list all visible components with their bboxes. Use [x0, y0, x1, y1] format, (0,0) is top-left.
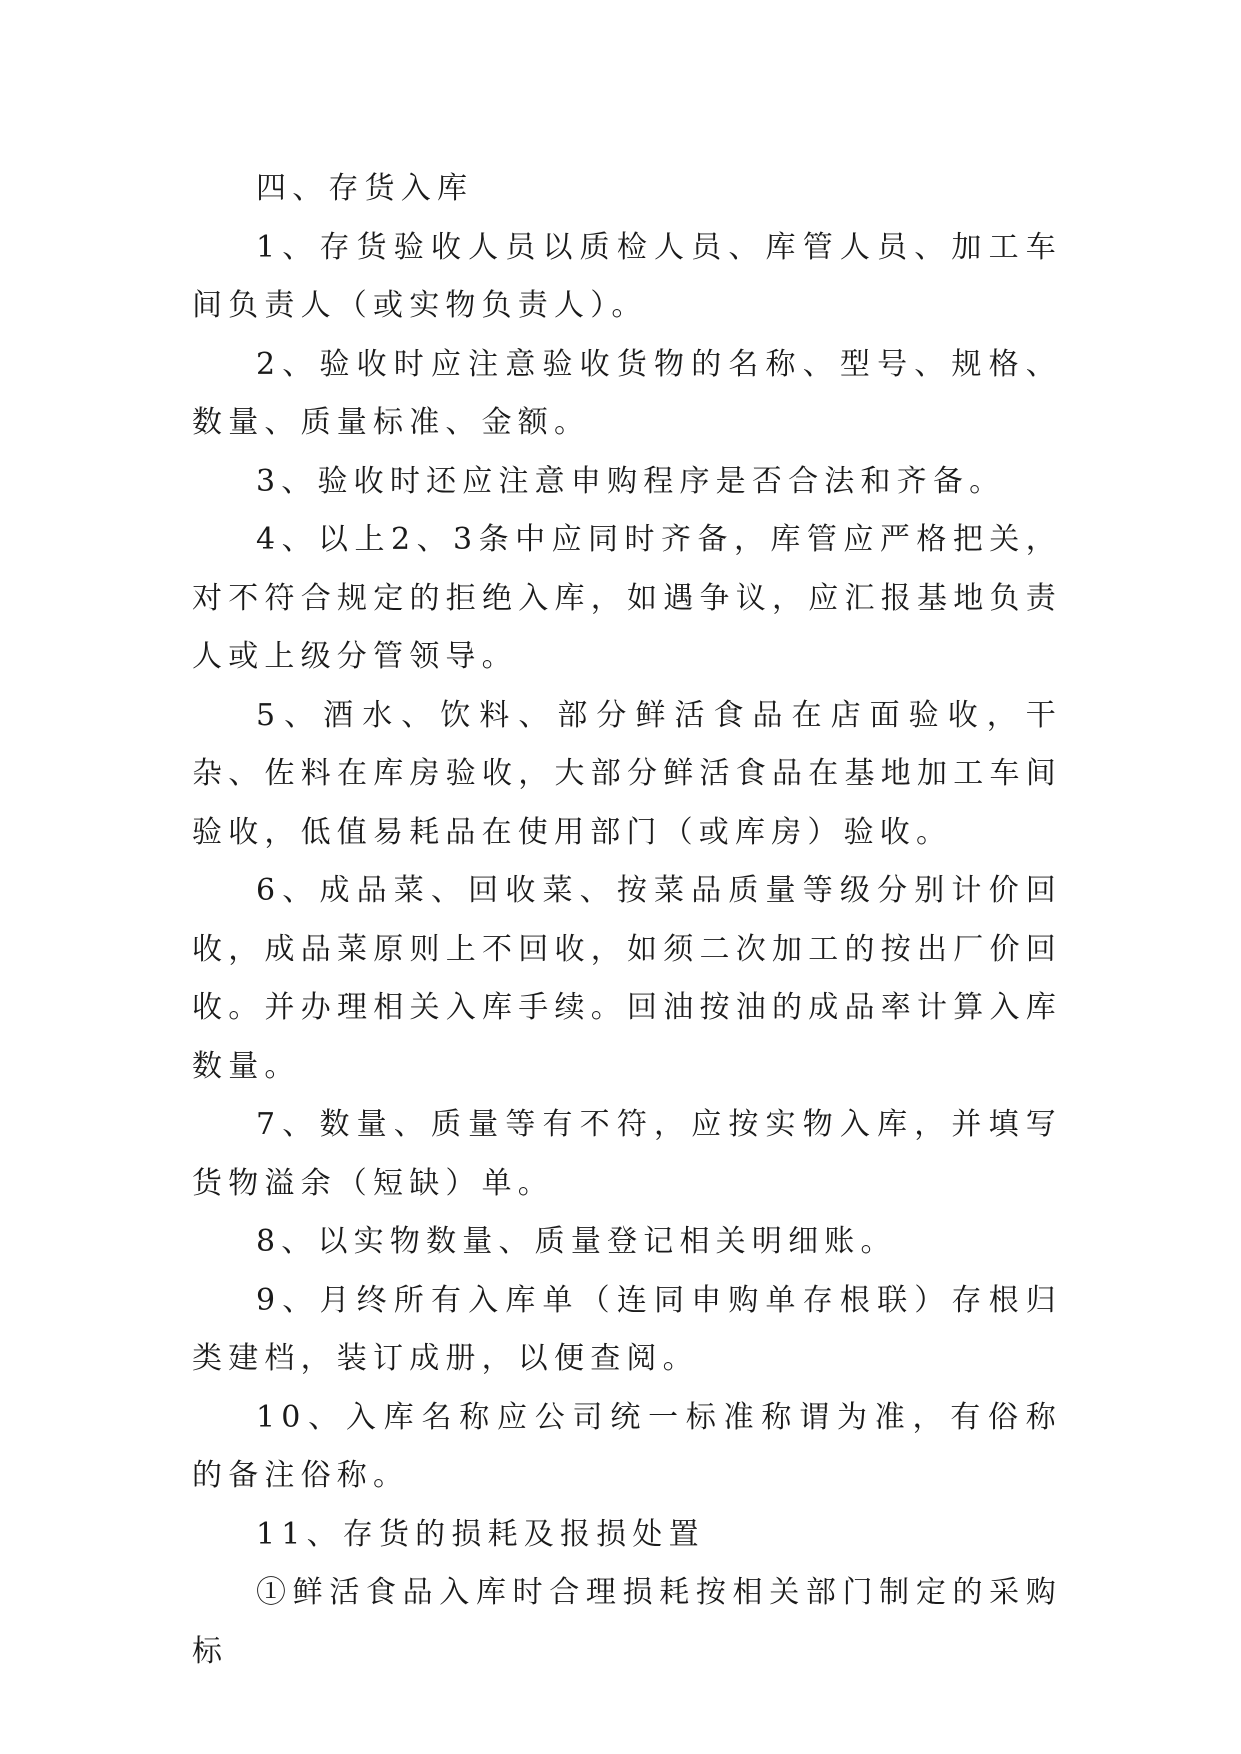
paragraph-6: 6、成品菜、回收菜、按菜品质量等级分别计价回收，成品菜原则上不回收，如须二次加工的按出厂价回收。并办理相关入库手续。回油按油的成品率计算入库数量。 — [192, 873, 1062, 1084]
paragraph-11-item-1: ①鲜活食品入库时合理损耗按相关部门制定的采购标 — [192, 1575, 1062, 1669]
paragraph-1: 1、存货验收人员以质检人员、库管人员、加工车间负责人（或实物负责人）。 — [192, 229, 1062, 323]
paragraph-11: 11、存货的损耗及报损处置 — [256, 1516, 705, 1552]
paragraph-8: 8、以实物数量、质量登记相关明细账。 — [256, 1224, 897, 1259]
paragraph-10: 10、入库名称应公司统一标准称谓为准，有俗称的备注俗称。 — [192, 1399, 1062, 1493]
paragraph-3: 3、验收时还应注意申购程序是否合法和齐备。 — [256, 463, 1006, 499]
section-heading: 四、存货入库 — [256, 171, 474, 206]
paragraph-4: 4、以上2、3条中应同时齐备，库管应严格把关，对不符合规定的拒绝入库，如遇争议，应汇报基地负责人或上级分管领导。 — [192, 522, 1062, 674]
paragraph-7: 7、数量、质量等有不符，应按实物入库，并填写货物溢余（短缺）单。 — [192, 1107, 1062, 1201]
paragraph-5: 5、酒水、饮料、部分鲜活食品在店面验收，干杂、佐料在库房验收，大部分鲜活食品在基地加工车间验收，低值易耗品在使用部门（或库房）验收。 — [192, 697, 1062, 850]
document-body — [192, 160, 1062, 1681]
paragraph-2: 2、验收时应注意验收货物的名称、型号、规格、数量、质量标准、金额。 — [192, 346, 1062, 440]
paragraph-9: 9、月终所有入库单（连同申购单存根联）存根归类建档，装订成册，以便查阅。 — [192, 1282, 1062, 1376]
